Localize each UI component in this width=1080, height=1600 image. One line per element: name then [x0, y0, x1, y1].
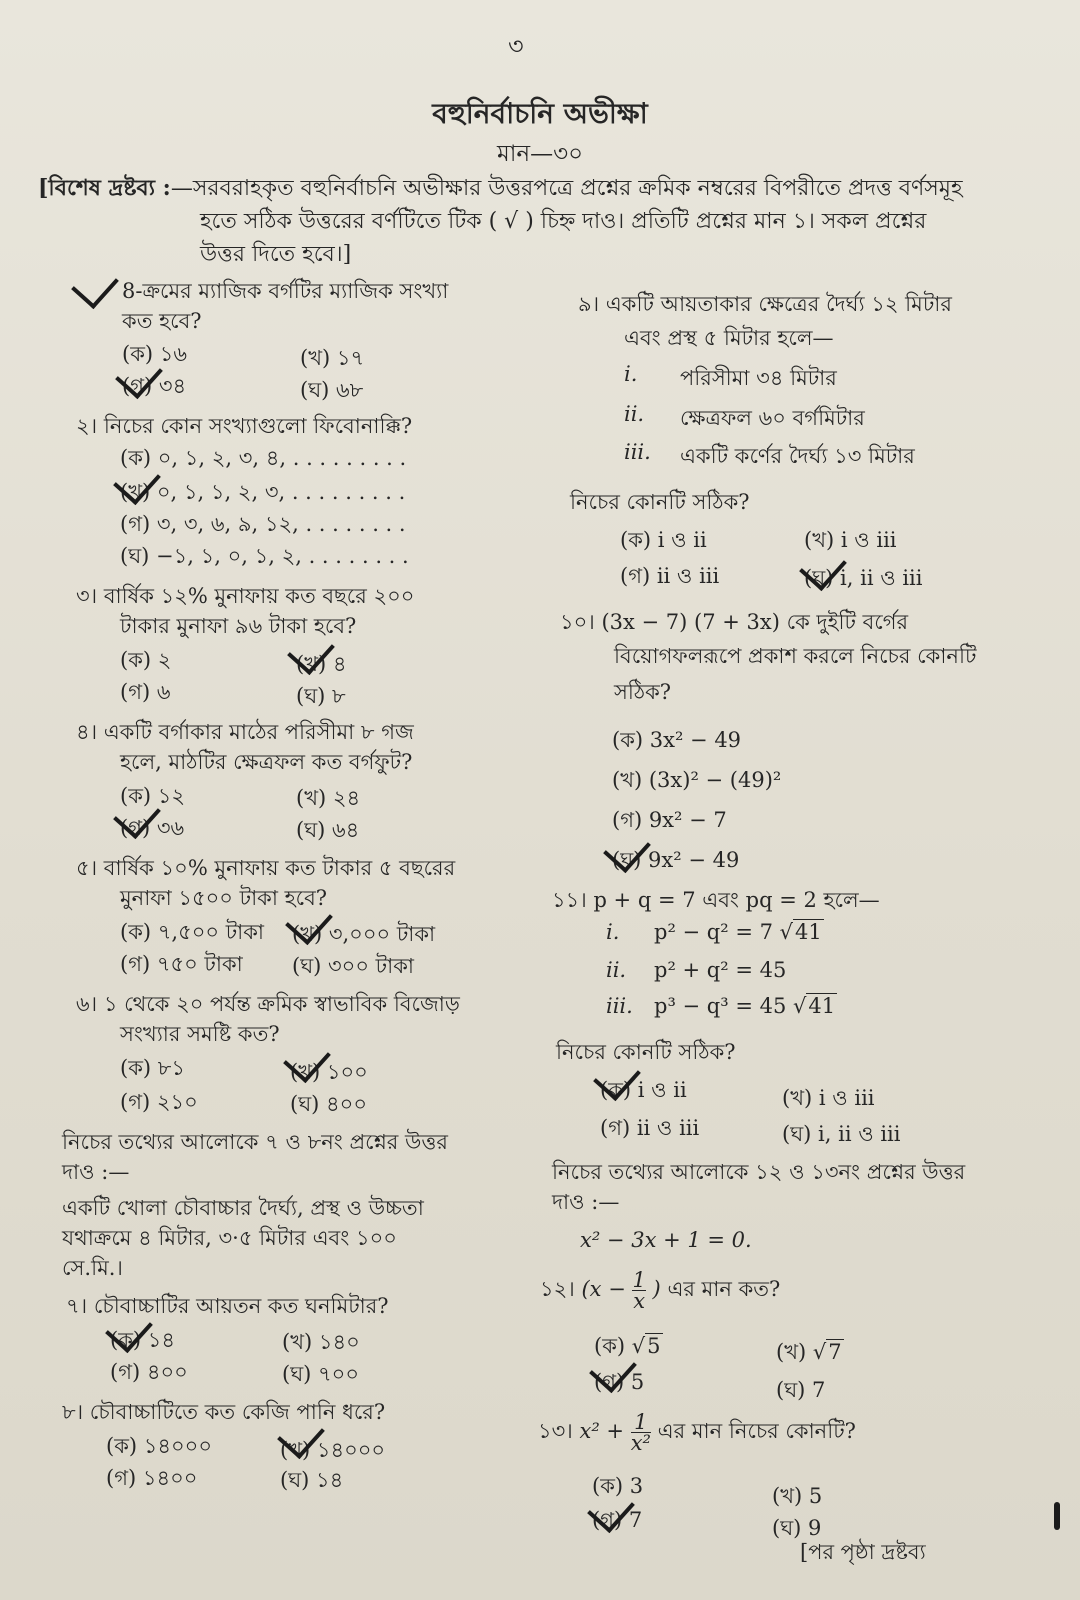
- question-11-statement-i-radicand: 41: [795, 920, 822, 944]
- next-page-note: [পর পৃষ্ঠা দ্রষ্টব্য: [800, 1540, 926, 1564]
- question-11-option-c: (গ) ii ও iii: [600, 1116, 700, 1140]
- question-12-option-a: (ক) √5: [594, 1334, 661, 1358]
- info-7-8-heading-line-2: দাও :—: [62, 1160, 130, 1184]
- info-12-13-heading-line-1: নিচের তথ্যের আলোকে ১২ ও ১৩নং প্রশ্নের উত্তর: [552, 1160, 966, 1184]
- question-9-option-b: (খ) i ও iii: [804, 528, 897, 552]
- question-8-option-c: (গ) ১৪০০: [106, 1466, 198, 1490]
- question-12-option-d: (ঘ) 7: [776, 1378, 826, 1402]
- note-line-3: উত্তর দিতে হবে।]: [200, 242, 352, 267]
- question-9-statement-iii-number: iii.: [624, 440, 651, 464]
- info-12-13-equation: x² − 3x + 1 = 0.: [580, 1228, 752, 1252]
- question-1-option-b: (খ) ১৭: [300, 346, 365, 370]
- question-5-option-b: (খ) ৩,০০০ টাকা: [292, 922, 436, 946]
- question-6-option-b: (খ) ১০০: [290, 1060, 368, 1084]
- question-3-text-line-2: টাকার মুনাফা ৯৬ টাকা হবে?: [120, 614, 357, 638]
- question-4-text-line-1: ৪। একটি বর্গাকার মাঠের পরিসীমা ৮ গজ: [76, 720, 414, 744]
- question-11-option-d: (ঘ) i, ii ও iii: [782, 1122, 901, 1146]
- question-6-text-line-2: সংখ্যার সমষ্টি কত?: [120, 1022, 280, 1046]
- question-8-option-d: (ঘ) ১৪: [280, 1468, 344, 1492]
- question-13-tail: এর মান নিচের কোনটি?: [657, 1419, 856, 1443]
- note-label: [বিশেষ দ্রষ্টব্য :: [38, 175, 171, 201]
- question-10-option-d: (ঘ) 9x² − 49: [612, 848, 740, 872]
- question-5-option-a: (ক) ৭,৫০০ টাকা: [120, 920, 265, 944]
- question-10-option-b: (খ) (3x)² − (49)²: [612, 768, 782, 792]
- question-11-option-b: (খ) i ও iii: [782, 1086, 875, 1110]
- question-2-option-d: (ঘ) −১, ১, ০, ১, ২, . . . . . . . .: [120, 544, 409, 568]
- question-1-option-a: (ক) ১৬: [122, 342, 188, 366]
- question-1-text-line-1: 8-ক্রমের ম্যাজিক বর্গটির ম্যাজিক সংখ্যা: [122, 279, 449, 303]
- info-7-8-paragraph-line-3: সে.মি.।: [62, 1256, 123, 1280]
- question-6-text-line-1: ৬। ১ থেকে ২০ পর্যন্ত ক্রমিক স্বাভাবিক বিজোড়: [76, 992, 460, 1016]
- page-title: বহুনির্বাচনি অভীক্ষা: [432, 97, 648, 130]
- question-12-option-b: (খ) √7: [776, 1340, 842, 1364]
- question-12-option-c: (গ) 5: [594, 1370, 645, 1394]
- question-3-option-c: (গ) ৬: [120, 680, 171, 704]
- question-7-option-a: (ক) ১৪: [110, 1328, 176, 1352]
- question-5-option-c: (গ) ৭৫০ টাকা: [120, 952, 243, 976]
- question-7-option-b: (খ) ১৪০: [282, 1330, 360, 1354]
- question-9-option-a: (ক) i ও ii: [620, 528, 707, 552]
- question-11-option-a: (ক) i ও ii: [600, 1078, 687, 1102]
- question-7-text: ৭। চৌবাচ্চাটির আয়তন কত ঘনমিটার?: [66, 1294, 389, 1318]
- question-1-option-d: (ঘ) ৬৮: [300, 378, 364, 402]
- question-11-statement-ii: p² + q² = 45: [654, 958, 787, 982]
- question-11-statement-iii-expr: p³ − q³ = 45: [654, 994, 787, 1018]
- question-9-statement-ii-number: ii.: [624, 402, 645, 426]
- question-5-text-line-2: মুনাফা ১৫০০ টাকা হবে?: [120, 886, 328, 910]
- question-7-option-c: (গ) ৪০০: [110, 1360, 188, 1384]
- question-6-option-a: (ক) ৮১: [120, 1056, 186, 1080]
- question-13-number: ১৩।: [538, 1419, 573, 1443]
- question-10-text-line-1: ১০। (3x − 7) (7 + 3x) কে দুইটি বর্গের: [560, 610, 909, 634]
- question-1-option-c: (গ) ৩৪: [122, 374, 187, 398]
- note-line-2: হতে সঠিক উত্তরের বর্ণটিতে টিক ( √ ) চিহ্ন দাও। প্রতিটি প্রশ্নের মান ১। সকল প্রশ্নের: [200, 209, 927, 234]
- page-edge-mark: [1054, 1502, 1060, 1530]
- question-4-option-b: (খ) ২৪: [296, 786, 361, 810]
- question-13-option-a: (ক) 3: [592, 1474, 644, 1498]
- question-9-option-c: (গ) ii ও iii: [620, 564, 720, 588]
- question-2-option-b: (খ) ০, ১, ১, ২, ৩, . . . . . . . . .: [120, 480, 406, 504]
- question-10-option-c: (গ) 9x² − 7: [612, 808, 727, 832]
- question-13-option-d: (ঘ) 9: [772, 1516, 822, 1540]
- question-13-option-c: (গ) 7: [592, 1508, 643, 1532]
- question-11-statement-iii-number: iii.: [606, 994, 633, 1018]
- question-11-statement-i-expr: p² − q² = 7: [654, 920, 773, 944]
- question-9-option-d: (ঘ) i, ii ও iii: [804, 566, 923, 590]
- question-6-option-d: (ঘ) ৪০০: [290, 1092, 367, 1116]
- question-4-text-line-2: হলে, মাঠটির ক্ষেত্রফল কত বর্গফুট?: [120, 750, 413, 774]
- info-7-8-paragraph-line-1: একটি খোলা চৌবাচ্চার দৈর্ঘ্য, প্রস্থ ও উচ্চতা: [62, 1196, 424, 1220]
- question-9-statement-iii: একটি কর্ণের দৈর্ঘ্য ১৩ মিটার: [680, 444, 915, 468]
- question-12-option-b-radicand: 7: [828, 1340, 842, 1364]
- question-13-fraction-numerator: 1: [634, 1410, 648, 1434]
- question-13-option-b: (খ) 5: [772, 1484, 823, 1508]
- question-6-option-c: (গ) ২১০: [120, 1090, 198, 1114]
- question-2-text: ২। নিচের কোন সংখ্যাগুলো ফিবোনাক্কি?: [76, 414, 413, 438]
- question-11-ask: নিচের কোনটি সঠিক?: [556, 1040, 736, 1064]
- question-3-option-a: (ক) ২: [120, 648, 172, 672]
- question-4-option-a: (ক) ১২: [120, 784, 186, 808]
- question-11-statement-i-number: i.: [606, 920, 620, 944]
- question-5-text-line-1: ৫। বার্ষিক ১০% মুনাফায় কত টাকার ৫ বছরের: [76, 856, 456, 880]
- total-marks: মান—৩০: [496, 141, 584, 167]
- question-8-text: ৮। চৌবাচ্চাটিতে কত কেজি পানি ধরে?: [62, 1400, 386, 1424]
- question-10-option-a: (ক) 3x² − 49: [612, 728, 742, 752]
- question-13-fraction-denominator: x²: [630, 1431, 651, 1455]
- question-12-option-b-label: (খ): [776, 1340, 807, 1364]
- page-number: ৩: [508, 32, 524, 60]
- question-11-statement-iii-radicand: 41: [808, 994, 836, 1018]
- question-12-fraction-numerator: 1: [632, 1268, 646, 1292]
- question-8-option-b: (খ) ১৪০০০: [280, 1438, 386, 1462]
- question-4-option-d: (ঘ) ৬৪: [296, 818, 360, 842]
- note-line-1: —সরবরাহকৃত বহুনির্বাচনি অভীক্ষার উত্তরপত্রে প্রশ্নের ক্রমিক নম্বরের বিপরীতে প্রদত্ত বর্ণসমূহ: [170, 176, 963, 201]
- info-7-8-paragraph-line-2: যথাক্রমে ৪ মিটার, ৩·৫ মিটার এবং ১০০: [62, 1226, 397, 1250]
- question-13-expression: x² +: [579, 1419, 625, 1443]
- question-10-text-line-3: সঠিক?: [614, 680, 672, 704]
- question-13-text: [538, 1412, 856, 1453]
- question-12-tail: এর মান কত?: [667, 1277, 781, 1301]
- question-9-text-line-1: ৯। একটি আয়তাকার ক্ষেত্রের দৈর্ঘ্য ১২ মিটার: [578, 292, 952, 316]
- question-3-option-d: (ঘ) ৮: [296, 684, 346, 708]
- question-9-statement-ii: ক্ষেত্রফল ৬০ বর্গমিটার: [680, 406, 865, 430]
- question-11-text: ১১। p + q = 7 এবং pq = 2 হলে—: [552, 888, 880, 912]
- question-12-fraction: [632, 1270, 645, 1311]
- question-12-expression-close: ): [652, 1277, 661, 1301]
- question-1-text-line-2: কত হবে?: [122, 309, 202, 333]
- question-2-option-a: (ক) ০, ১, ২, ৩, ৪, . . . . . . . . .: [120, 446, 407, 470]
- question-12-number: ১২।: [540, 1277, 575, 1301]
- question-12-option-a-label: (ক): [594, 1334, 626, 1358]
- instruction-note: [38, 172, 1003, 271]
- question-11-statement-ii-number: ii.: [606, 958, 627, 982]
- question-12-option-a-radicand: 5: [647, 1334, 661, 1358]
- question-12-fraction-denominator: x: [633, 1289, 646, 1313]
- question-5-option-d: (ঘ) ৩০০ টাকা: [292, 954, 414, 978]
- info-12-13-heading-line-2: দাও :—: [552, 1190, 620, 1214]
- question-9-statement-i-number: i.: [624, 362, 638, 386]
- question-11-statement-i: p² − q² = 7 √41: [654, 920, 822, 944]
- question-10-text-line-2: বিয়োগফলরূপে প্রকাশ করলে নিচের কোনটি: [614, 644, 977, 668]
- info-7-8-heading-line-1: নিচের তথ্যের আলোকে ৭ ও ৮নং প্রশ্নের উত্তর: [62, 1130, 448, 1154]
- question-9-text-line-2: এবং প্রস্থ ৫ মিটার হলে—: [624, 326, 834, 350]
- question-9-statement-i: পরিসীমা ৩৪ মিটার: [680, 366, 837, 390]
- question-7-option-d: (ঘ) ৭০০: [282, 1362, 359, 1386]
- question-12-text: [540, 1270, 780, 1311]
- question-8-option-a: (ক) ১৪০০০: [106, 1434, 212, 1458]
- question-4-option-c: (গ) ৩৬: [120, 816, 185, 840]
- question-9-ask: নিচের কোনটি সঠিক?: [570, 490, 750, 514]
- question-12-expression-open: (x −: [581, 1277, 626, 1301]
- question-13-fraction: [631, 1412, 651, 1453]
- question-11-statement-iii: p³ − q³ = 45 √41: [654, 994, 836, 1018]
- question-3-text-line-1: ৩। বার্ষিক ১২% মুনাফায় কত বছরে ২০০: [76, 584, 415, 608]
- question-2-option-c: (গ) ৩, ৩, ৬, ৯, ১২, . . . . . . . .: [120, 512, 406, 536]
- question-3-option-b: (খ) ৪: [296, 652, 347, 676]
